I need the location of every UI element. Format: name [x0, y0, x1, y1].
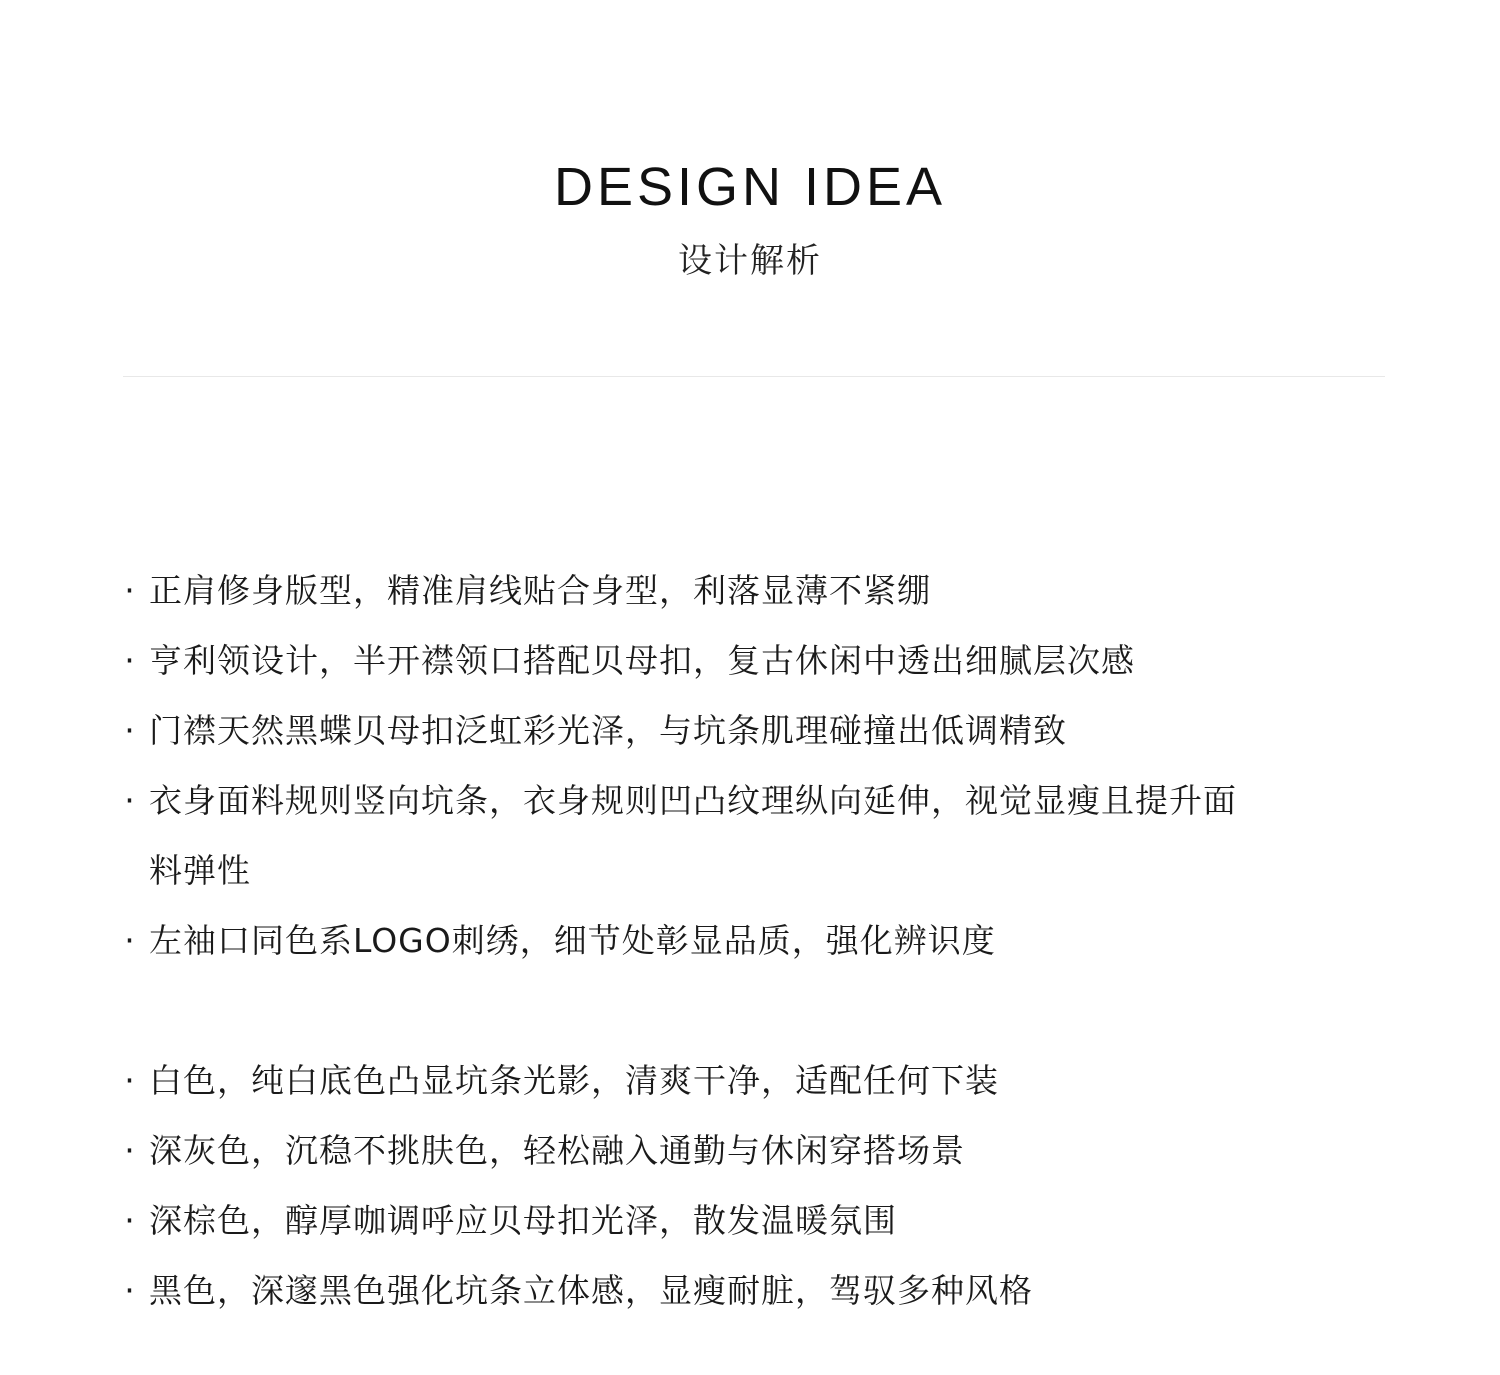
list-item-text: 黑色，深邃黑色强化坑条立体感，显瘦耐脏，驾驭多种风格: [149, 1271, 1033, 1310]
bullet-dot: ·: [124, 1271, 136, 1310]
list-item: [120, 626, 1329, 696]
page-subtitle: 设计解析: [678, 241, 822, 281]
list-item-text: 门襟天然黑蝶贝母扣泛虹彩光泽，与坑条肌理碰撞出低调精致: [149, 711, 1067, 750]
list-item: [120, 1046, 1269, 1116]
list-item-text: 左袖口同色系LOGO刺绣，细节处彰显品质，强化辨识度: [149, 921, 996, 960]
bullet-dot: ·: [124, 921, 136, 960]
list-item: [120, 1186, 1269, 1256]
list-item-text: 白色，纯白底色凸显坑条光影，清爽干净，适配任何下装: [149, 1061, 999, 1100]
bullet-dot: ·: [124, 1061, 136, 1100]
bullet-dot: ·: [124, 571, 136, 610]
list-item: [120, 906, 1269, 976]
list-item-text: 衣身面料规则竖向坑条，衣身规则凹凸纹理纵向延伸，视觉显瘦且提升面料弹性: [149, 781, 1237, 890]
list-item: [120, 1256, 1269, 1326]
color-list: [120, 1046, 1360, 1326]
list-item: [120, 556, 1269, 626]
list-item-text: 深灰色，沉稳不挑肤色，轻松融入通勤与休闲穿搭场景: [149, 1131, 965, 1170]
page-title: DESIGN IDEA: [553, 157, 947, 217]
list-item-text: 深棕色，醇厚咖调呼应贝母扣光泽，散发温暖氛围: [149, 1201, 897, 1240]
list-item-text: 正肩修身版型，精准肩线贴合身型，利落显薄不紧绷: [149, 571, 931, 610]
list-item-text: 亨利领设计，半开襟领口搭配贝母扣，复古休闲中透出细腻层次感: [149, 641, 1135, 680]
bullet-dot: ·: [124, 711, 136, 750]
list-item: [120, 1116, 1269, 1186]
list-item: [120, 696, 1289, 766]
bullet-dot: ·: [124, 1131, 136, 1170]
bullet-dot: ·: [124, 1201, 136, 1240]
bullet-dot: ·: [124, 781, 136, 820]
list-item: [120, 766, 1249, 906]
section-divider: [123, 376, 1385, 377]
bullet-dot: ·: [124, 641, 136, 680]
feature-list: [120, 556, 1360, 976]
